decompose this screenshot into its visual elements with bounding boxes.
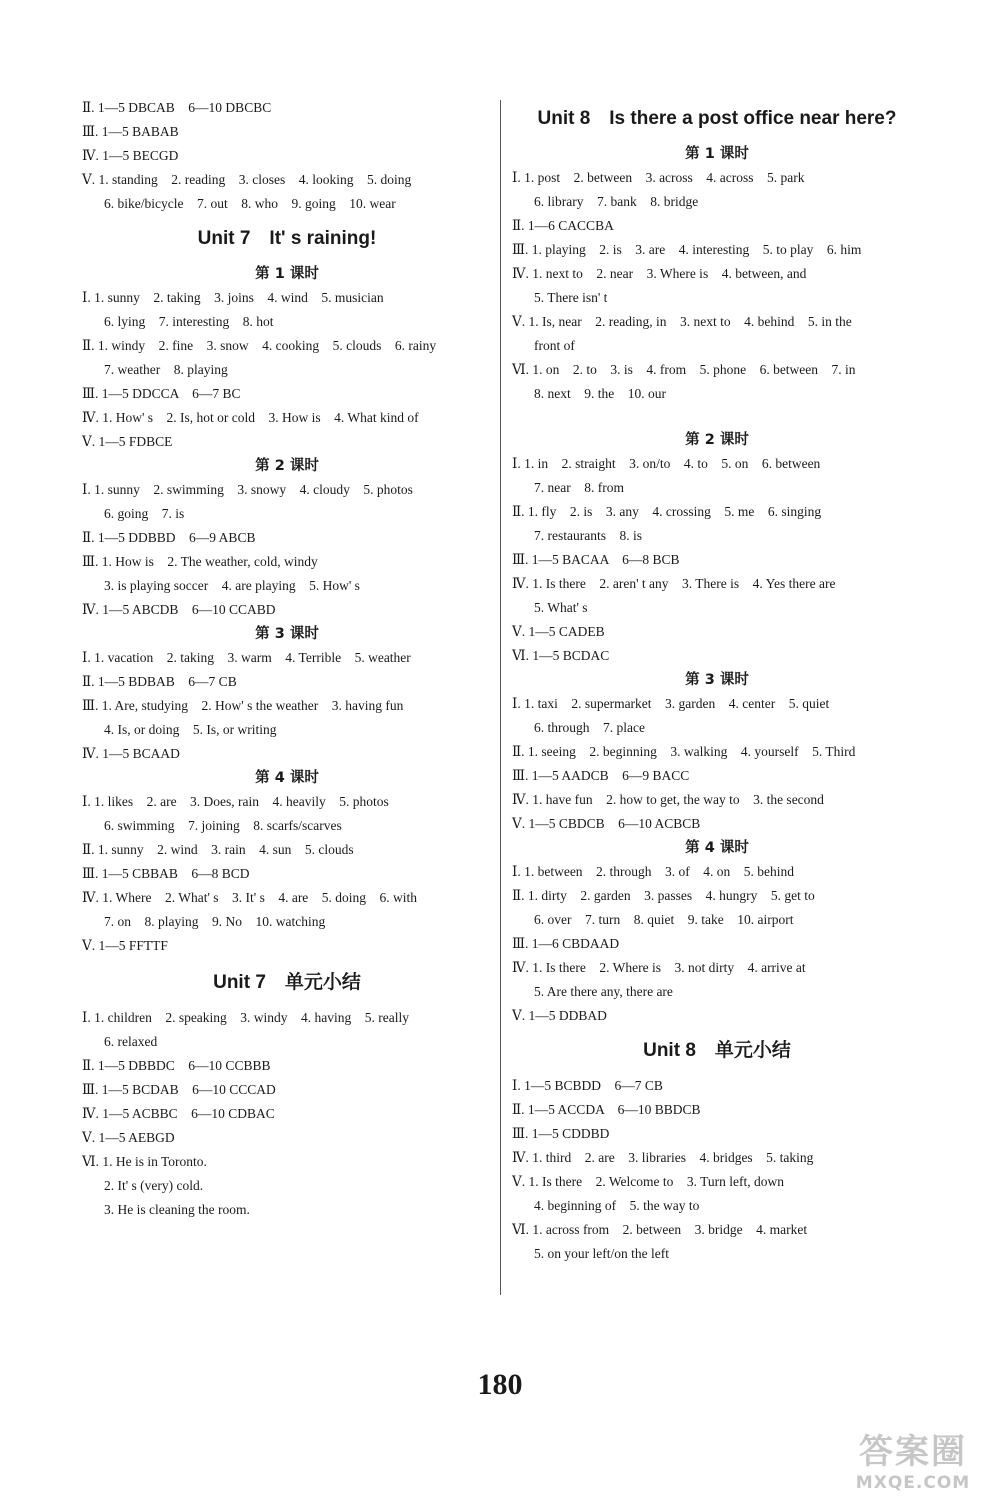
answer-line: Ⅱ. 1—5 DBCAB 6—10 DBCBC <box>82 100 272 115</box>
watermark-url: MXQE.COM <box>855 1473 971 1493</box>
unit8-lesson2-title: 第 2 课时 <box>685 432 749 448</box>
answer-line: 7. near 8. from <box>534 480 624 495</box>
answer-line: Ⅲ. 1—6 CBDAAD <box>512 936 620 951</box>
answer-line: Ⅴ. 1. Is, near 2. reading, in 3. next to 4. behind 5. in the <box>512 314 852 329</box>
page-number: 180 <box>477 1368 523 1401</box>
answer-line: Ⅲ. 1. Are, studying 2. How' s the weather 3. having fun <box>82 698 404 713</box>
answer-line: Ⅳ. 1—5 ABCDB 6—10 CCABD <box>82 602 276 617</box>
left-top-answers <box>82 96 492 216</box>
answer-line: Ⅴ. 1—5 CBDCB 6—10 ACBCB <box>512 816 701 831</box>
unit8-title: Unit 8 Is there a post office near here? <box>537 108 897 129</box>
unit7-lesson4-title: 第 4 课时 <box>255 770 319 786</box>
answer-line: 3. is playing soccer 4. are playing 5. How' s <box>104 578 360 593</box>
answer-line: Ⅰ. 1. post 2. between 3. across 4. across 5. park <box>512 170 805 185</box>
answer-line: 5. What' s <box>534 600 588 615</box>
answer-line: Ⅲ. 1—5 BACAA 6—8 BCB <box>512 552 680 567</box>
answer-line: 7. weather 8. playing <box>104 362 228 377</box>
unit8-summary-answers <box>512 1074 922 1266</box>
answer-line: 6. bike/bicycle 7. out 8. who 9. going 10. wear <box>104 196 396 211</box>
unit8-lesson3-answers <box>512 692 922 836</box>
answer-line: Ⅰ. 1—5 BCBDD 6—7 CB <box>512 1078 663 1093</box>
right-column <box>512 96 922 1266</box>
answer-line: Ⅰ. 1. children 2. speaking 3. windy 4. having 5. really <box>82 1010 410 1025</box>
answer-line: Ⅱ. 1—5 DDBBD 6—9 ABCB <box>82 530 256 545</box>
answer-line: 6. over 7. turn 8. quiet 9. take 10. airport <box>534 912 794 927</box>
answer-line: Ⅰ. 1. taxi 2. supermarket 3. garden 4. center 5. quiet <box>512 696 830 711</box>
answer-line: Ⅱ. 1. seeing 2. beginning 3. walking 4. yourself 5. Third <box>512 744 856 759</box>
answer-line: 5. on your left/on the left <box>534 1246 669 1261</box>
answer-line: 4. Is, or doing 5. Is, or writing <box>104 722 277 737</box>
unit8-lesson4-answers <box>512 860 922 1028</box>
answer-line: Ⅱ. 1. dirty 2. garden 3. passes 4. hungry 5. get to <box>512 888 815 903</box>
answer-line: 7. on 8. playing 9. No 10. watching <box>104 914 326 929</box>
unit8-lesson1-title: 第 1 课时 <box>685 146 749 162</box>
answer-line: Ⅳ. 1. third 2. are 3. libraries 4. bridges 5. taking <box>512 1150 814 1165</box>
answer-line: Ⅵ. 1. across from 2. between 3. bridge 4. market <box>512 1222 808 1237</box>
answer-line: 6. going 7. is <box>104 506 185 521</box>
answer-line: Ⅱ. 1—6 CACCBA <box>512 218 614 233</box>
answer-line: Ⅰ. 1. between 2. through 3. of 4. on 5. behind <box>512 864 795 879</box>
answer-line: Ⅳ. 1. Is there 2. Where is 3. not dirty 4. arrive at <box>512 960 806 975</box>
unit8-lesson2-answers <box>512 452 922 668</box>
answer-line: Ⅲ. 1—5 DDCCA 6—7 BC <box>82 386 241 401</box>
unit7-summary-answers <box>82 1006 492 1222</box>
left-column <box>82 96 492 1222</box>
unit7-lesson3-answers <box>82 646 492 766</box>
answer-line: Ⅱ. 1. windy 2. fine 3. snow 4. cooking 5. clouds 6. rainy <box>82 338 437 353</box>
unit8-lesson1-answers <box>512 166 922 406</box>
unit8-summary-title: Unit 8 单元小结 <box>643 1040 791 1061</box>
answer-line: 6. swimming 7. joining 8. scarfs/scarves <box>104 818 342 833</box>
answer-line: front of <box>534 338 575 353</box>
answer-line: 3. He is cleaning the room. <box>104 1202 250 1217</box>
answer-line: Ⅴ. 1—5 DDBAD <box>512 1008 607 1023</box>
answer-line: Ⅴ. 1—5 FDBCE <box>82 434 173 449</box>
answer-line: Ⅴ. 1—5 CADEB <box>512 624 605 639</box>
answer-line: Ⅲ. 1. How is 2. The weather, cold, windy <box>82 554 318 569</box>
answer-line: Ⅰ. 1. vacation 2. taking 3. warm 4. Terrible 5. weather <box>82 650 411 665</box>
column-divider <box>500 100 501 1295</box>
answer-line: Ⅳ. 1. Is there 2. aren' t any 3. There is 4. Yes there are <box>512 576 836 591</box>
unit7-lesson2-title: 第 2 课时 <box>255 458 319 474</box>
answer-line: Ⅴ. 1. Is there 2. Welcome to 3. Turn left, down <box>512 1174 785 1189</box>
answer-line: Ⅳ. 1. How' s 2. Is, hot or cold 3. How is 4. What kind of <box>82 410 419 425</box>
unit7-lesson1-answers <box>82 286 492 454</box>
answer-line: 8. next 9. the 10. our <box>534 386 666 401</box>
answer-line: 2. It' s (very) cold. <box>104 1178 204 1193</box>
answer-line: 7. restaurants 8. is <box>534 528 642 543</box>
answer-line: Ⅱ. 1—5 BDBAB 6—7 CB <box>82 674 237 689</box>
unit7-summary-title: Unit 7 单元小结 <box>213 972 361 993</box>
answer-line: Ⅴ. 1—5 AEBGD <box>82 1130 175 1145</box>
answer-line: Ⅱ. 1. sunny 2. wind 3. rain 4. sun 5. clouds <box>82 842 354 857</box>
answer-line: Ⅳ. 1—5 BCAAD <box>82 746 180 761</box>
watermark-logo <box>838 1424 988 1493</box>
unit7-lesson1-title: 第 1 课时 <box>255 266 319 282</box>
answer-line: Ⅵ. 1—5 BCDAC <box>512 648 610 663</box>
unit7-lesson4-answers <box>82 790 492 958</box>
answer-line: Ⅲ. 1—5 BCDAB 6—10 CCCAD <box>82 1082 276 1097</box>
answer-line: Ⅰ. 1. sunny 2. taking 3. joins 4. wind 5. musician <box>82 290 384 305</box>
answer-line: 6. through 7. place <box>534 720 645 735</box>
answer-line: Ⅲ. 1—5 CBBAB 6—8 BCD <box>82 866 250 881</box>
answer-line: Ⅱ. 1—5 ACCDA 6—10 BBDCB <box>512 1102 701 1117</box>
answer-line: Ⅴ. 1. standing 2. reading 3. closes 4. looking 5. doing <box>82 172 412 187</box>
answer-line: Ⅳ. 1—5 ACBBC 6—10 CDBAC <box>82 1106 275 1121</box>
answer-line: 6. library 7. bank 8. bridge <box>534 194 699 209</box>
answer-line: Ⅲ. 1—5 BABAB <box>82 124 179 139</box>
answer-line: Ⅲ. 1. playing 2. is 3. are 4. interesting 5. to play 6. him <box>512 242 862 257</box>
unit8-lesson3-title: 第 3 课时 <box>685 672 749 688</box>
unit8-lesson4-title: 第 4 课时 <box>685 840 749 856</box>
answer-line: Ⅲ. 1—5 AADCB 6—9 BACC <box>512 768 690 783</box>
unit7-title: Unit 7 It' s raining! <box>197 228 377 249</box>
answer-line: 4. beginning of 5. the way to <box>534 1198 700 1213</box>
answer-line: Ⅱ. 1—5 DBBDC 6—10 CCBBB <box>82 1058 271 1073</box>
answer-line: Ⅰ. 1. in 2. straight 3. on/to 4. to 5. on 6. between <box>512 456 821 471</box>
answer-line: Ⅳ. 1—5 BECGD <box>82 148 179 163</box>
answer-line: Ⅳ. 1. Where 2. What' s 3. It' s 4. are 5. doing 6. with <box>82 890 418 905</box>
answer-line: Ⅳ. 1. have fun 2. how to get, the way to 3. the second <box>512 792 824 807</box>
watermark-text: 答案圈 <box>859 1432 967 1472</box>
unit7-lesson2-answers <box>82 478 492 622</box>
answer-line: Ⅴ. 1—5 FFTTF <box>82 938 168 953</box>
answer-line: Ⅵ. 1. He is in Toronto. <box>82 1154 207 1169</box>
answer-line: Ⅳ. 1. next to 2. near 3. Where is 4. between, and <box>512 266 807 281</box>
answer-line: 6. lying 7. interesting 8. hot <box>104 314 274 329</box>
answer-line: Ⅱ. 1. fly 2. is 3. any 4. crossing 5. me 6. singing <box>512 504 822 519</box>
answer-line: 5. Are there any, there are <box>534 984 673 999</box>
answer-line: Ⅰ. 1. sunny 2. swimming 3. snowy 4. cloudy 5. photos <box>82 482 413 497</box>
answer-line: Ⅰ. 1. likes 2. are 3. Does, rain 4. heavily 5. photos <box>82 794 389 809</box>
answer-line: Ⅵ. 1. on 2. to 3. is 4. from 5. phone 6. between 7. in <box>512 362 856 377</box>
answer-line: 5. There isn' t <box>534 290 608 305</box>
answer-line: 6. relaxed <box>104 1034 158 1049</box>
unit7-lesson3-title: 第 3 课时 <box>255 626 319 642</box>
answer-line: Ⅲ. 1—5 CDDBD <box>512 1126 610 1141</box>
